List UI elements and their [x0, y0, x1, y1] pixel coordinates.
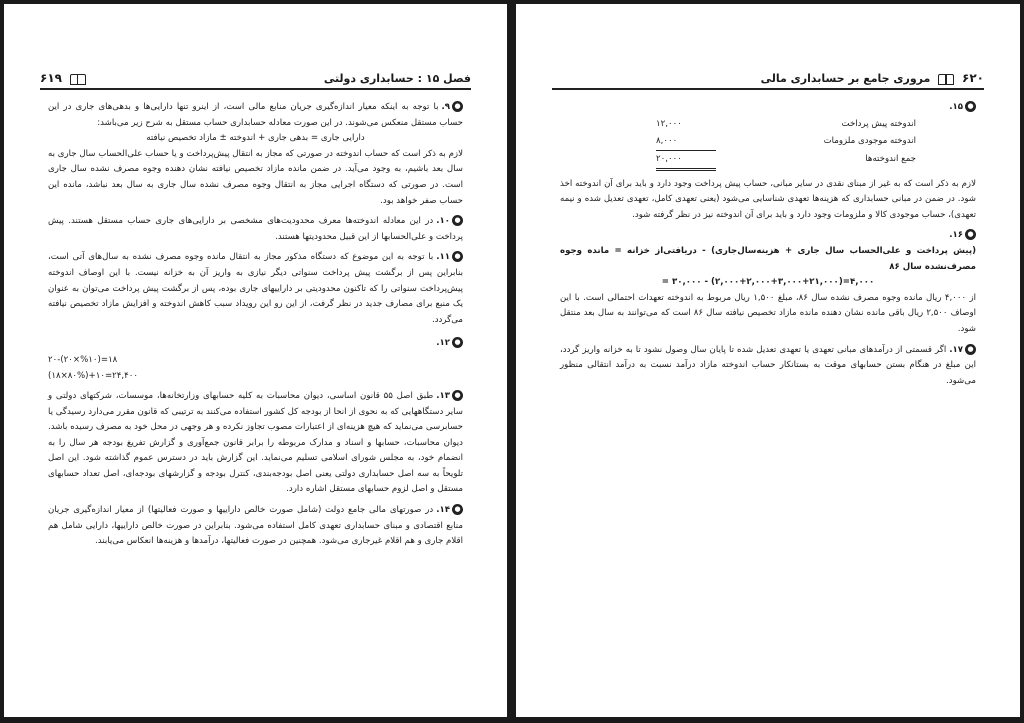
right-page-number: ۶۲۰: [962, 71, 984, 85]
answer-marker-icon: ●: [452, 215, 463, 226]
formula-line-2: (۱۸×۸۰%)+۱۰=۲۴,۴۰۰: [48, 370, 138, 381]
paragraph-17: ●۱۷.اگر قسمتی از درآمدهای مبانی تعهدی یا تعهدی تعدیل شده تا پایان سال وصول نشود تا به خزانه واریز گردد، این مبلغ در هنگام بستن حسابهای موقت به بستانکار حساب اندوخته مازاد درآمد نسبت به درآمد انتقالی منظور می‌شود.: [560, 344, 976, 386]
formula-line-1: ۲۰-(۲۰×%۱۰)=۱۸: [48, 354, 118, 365]
right-page: [516, 4, 1020, 717]
paragraph-9: ●۹.با توجه به اینکه معیار اندازه‌گیری جریان منابع مالی است، از اینرو تنها دارایی‌ها و بدهی‌های جاری در این حساب مستقل منعکس می‌شوند. در این صورت معادله حسابداری حساب مستقل به شرح زیر می‌باشد: دارایی جاری = بدهی جاری + اندوخته ± مازاد تخصیص نیافته لازم به ذکر است که حساب اندوخته در صورتی که مجاز به انتقال پیش‌پرداخت و یا حساب علی‌الحساب سال جاری به سال بعد باشیم، به وجود می‌آید. در ضمن مانده مازاد تخصیص نیافته نشان دهنده وجوه مصرف نشده سال جاری است. در صورتی که دستگاه اجرایی مجاز به انتقال وجوه مصرف نشده سال جاری به سال بعد نباشد، مانده این حساب صفر خواهد بود.: [48, 100, 463, 209]
answer-marker-icon: ●: [452, 390, 463, 401]
book-icon: [70, 74, 86, 85]
paragraph-15-body: لازم به ذکر است که به غیر از مبنای نقدی در سایر مبانی، حساب پیش پرداخت وجود دارد و باید برای آن اندوخته اخذ شود. در ضمن در مبانی حسابداری که هزینه‌ها تعهدی شناسایی می‌شود (یعنی تعهدی کامل، تعهدی تعدیل شده و نیمه تعهدی)، حساب موجودی کالا و ملزومات وجود دارد و باید برای آن اندوخته نیز در نظر گرفته شود.: [560, 178, 976, 220]
left-page-header: [40, 68, 471, 90]
answer-marker-icon: ●: [452, 101, 463, 112]
table-row: اندوخته پیش پرداخت ۱۲,۰۰۰: [656, 118, 916, 129]
formula-line-1: (پیش پرداخت و علی‌الحساب سال جاری + هزینه‌سال‌جاری) - دریافتی‌از خزانه = مانده وجوه مصرف‌نشده سال ۸۶: [560, 245, 976, 272]
reserves-table: [656, 116, 916, 171]
answer-marker-icon: ●: [452, 504, 463, 515]
paragraph-15: ●۱۵. اندوخته پیش پرداخت ۱۲,۰۰۰ اندوخته موجودی ملزومات ۸,۰۰۰ جمع اندوخته‌ها ۲۰,۰۰۰ لازم به ذکر است که به غیر از مبنای نقدی در سایر مبانی، حساب پیش پرداخت وجود دارد و باید برای آن اندوخته اخذ شود. در ضمن در مبانی حسابداری که هزینه‌ها تعهدی شناسایی می‌شود (یعنی تعهدی کامل، تعهدی تعدیل شده و نیمه تعهدی)، حساب موجودی کالا و ملزومات وجود دارد و باید برای آن اندوخته نیز در نظر گرفته شود.: [560, 100, 976, 223]
paragraph-16-body: از ۴,۰۰۰ ریال مانده وجوه مصرف نشده سال ۸۶، مبلغ ۱,۵۰۰ ریال مربوط به اندوخته تعهدات احتمالی است. با این اوصاف ۲,۵۰۰ ریال باقی مانده نشان دهنده مانده مازاد تخصیص نیافته سال ۸۶ است که می‌توانند به سال بعد منتقل شود.: [560, 292, 976, 334]
equation: دارایی جاری = بدهی جاری + اندوخته ± مازاد تخصیص نیافته: [146, 133, 365, 144]
answer-marker-icon: ●: [965, 229, 976, 240]
left-page: [4, 4, 507, 717]
table-row: اندوخته موجودی ملزومات ۸,۰۰۰: [656, 133, 916, 151]
paragraph-12: ●۱۲. ۲۰-(۲۰×%۱۰)=۱۸ (۱۸×۸۰%)+۱۰=۲۴,۴۰۰: [48, 336, 463, 384]
table-row: جمع اندوخته‌ها ۲۰,۰۰۰: [656, 151, 916, 171]
paragraph-16: ●۱۶. (پیش پرداخت و علی‌الحساب سال جاری + هزینه‌سال‌جاری) - دریافتی‌از خزانه = مانده وجوه مصرف‌نشده سال ۸۶ ۴,۰۰۰=(۲,۰۰۰+۲,۰۰۰+۳,۰۰۰+۲۱,۰۰۰) - ۳۰,۰۰۰ = از ۴,۰۰۰ ریال مانده وجوه مصرف نشده سال ۸۶، مبلغ ۱,۵۰۰ ریال مربوط به اندوخته تعهدات احتمالی است. با این اوصاف ۲,۵۰۰ ریال باقی مانده نشان دهنده مانده مازاد تخصیص نیافته سال ۸۶ است که می‌توانند به سال بعد منتقل شود.: [560, 228, 976, 337]
paragraph-13: ●۱۳.طبق اصل ۵۵ قانون اساسی، دیوان محاسبات به کلیه حسابهای وزارتخانه‌ها، موسسات، شرکتهای دولتی و سایر دستگاههایی که به نحوی از انحا از بودجه کل کشور استفاده می‌کنند به ترتیبی که قانون مقرر می‌دارد رسیدگی یا حسابرسی می‌نماید که هیچ هزینه‌ای از اعتبارات مصوب تجاوز نکرده و هر وجهی در محل خود به مصرف رسیده باشد. دیوان محاسبات، حسابها و اسناد و مدارک مربوطه را برابر قانون جمع‌آوری و گزارش تفریغ بودجه هر سال را به انضمام خود، به مجلس شورای اسلامی تسلیم می‌نماید. این گزارش باید در دسترس عموم گذاشته شود. این اصل تلویحاً به سه اصل حسابداری دولتی یعنی اصل بودجه‌بندی، کنترل بودجه و گزارشهای بودجه‌ای، اصل تعداد حسابهای مستقل و اصل لزوم حسابهای مستقل اشاره دارد.: [48, 390, 463, 495]
paragraph-11: ●۱۱.با توجه به این موضوع که دستگاه مذکور مجاز به انتقال مانده وجوه مصرف نشده به سال‌های آتی است، بنابراین پس از برگشت پیش پرداخت سنواتی دیگر نیازی به واریز آن به خزانه نیست. با این اوصاف اندوخته پیش‌پرداخت سنواتی را که تاکنون محدودیتی بر داراییهای جاری بوده، پس از برگشت پیش پرداخت می‌توان به عنوان یک منبع برای مصارف جدید در نظر گرفت، از این رو این رویداد سبب کاهش اندوخته و افزایش مازاد تخصیص نیافته می‌گردد.: [48, 252, 463, 325]
answer-marker-icon: ●: [452, 251, 463, 262]
right-page-header: [552, 68, 984, 90]
right-page-content: [560, 100, 976, 394]
left-page-number: ۶۱۹: [40, 71, 62, 85]
paragraph-14: ●۱۴.در صورتهای مالی جامع دولت (شامل صورت خالص داراییها و صورت فعالیتها) از معیار اندازه‌گیری جریان منابع اقتصادی و مبنای حسابداری تعهدی کامل استفاده می‌شود. بنابراین در صورت خالص داراییها، دارایی شامل هم اقلام جاری و هم اقلام غیرجاری می‌شود. همچنین در صورت فعالیتها، درآمدها و هزینه‌ها انعکاس می‌یابند.: [48, 505, 463, 547]
answer-marker-icon: ●: [452, 337, 463, 348]
left-page-number-group: [40, 71, 90, 85]
paragraph-9-body: لازم به ذکر است که حساب اندوخته در صورتی که مجاز به انتقال پیش‌پرداخت و یا حساب علی‌الحساب سال جاری به سال بعد باشیم، به وجود می‌آید. در ضمن مانده مازاد تخصیص نیافته نشان دهنده وجوه مصرف نشده سال جاری است. در صورتی که دستگاه اجرایی مجاز به انتقال وجوه مصرف نشده سال جاری به سال بعد نباشد، مانده این حساب صفر خواهد بود.: [48, 148, 463, 206]
answer-marker-icon: ●: [965, 101, 976, 112]
book-icon: [938, 74, 954, 85]
right-page-title-group: [761, 71, 984, 85]
answer-marker-icon: ●: [965, 344, 976, 355]
book-title: مروری جامع بر حسابداری مالی: [760, 72, 931, 85]
chapter-title: فصل ۱۵ : حسابداری دولتی: [323, 71, 471, 85]
paragraph-10: ●۱۰.در این معادله اندوخته‌ها معرف محدودیت‌های مشخصی بر دارایی‌های جاری حساب مستقل هستند. پیش پرداخت و علی‌الحسابها از این قبیل محدودیتها هستند.: [48, 216, 463, 242]
formula-line-2: ۴,۰۰۰=(۲,۰۰۰+۲,۰۰۰+۳,۰۰۰+۲۱,۰۰۰) - ۳۰,۰۰۰ =: [661, 277, 875, 288]
left-page-content: [48, 100, 463, 555]
